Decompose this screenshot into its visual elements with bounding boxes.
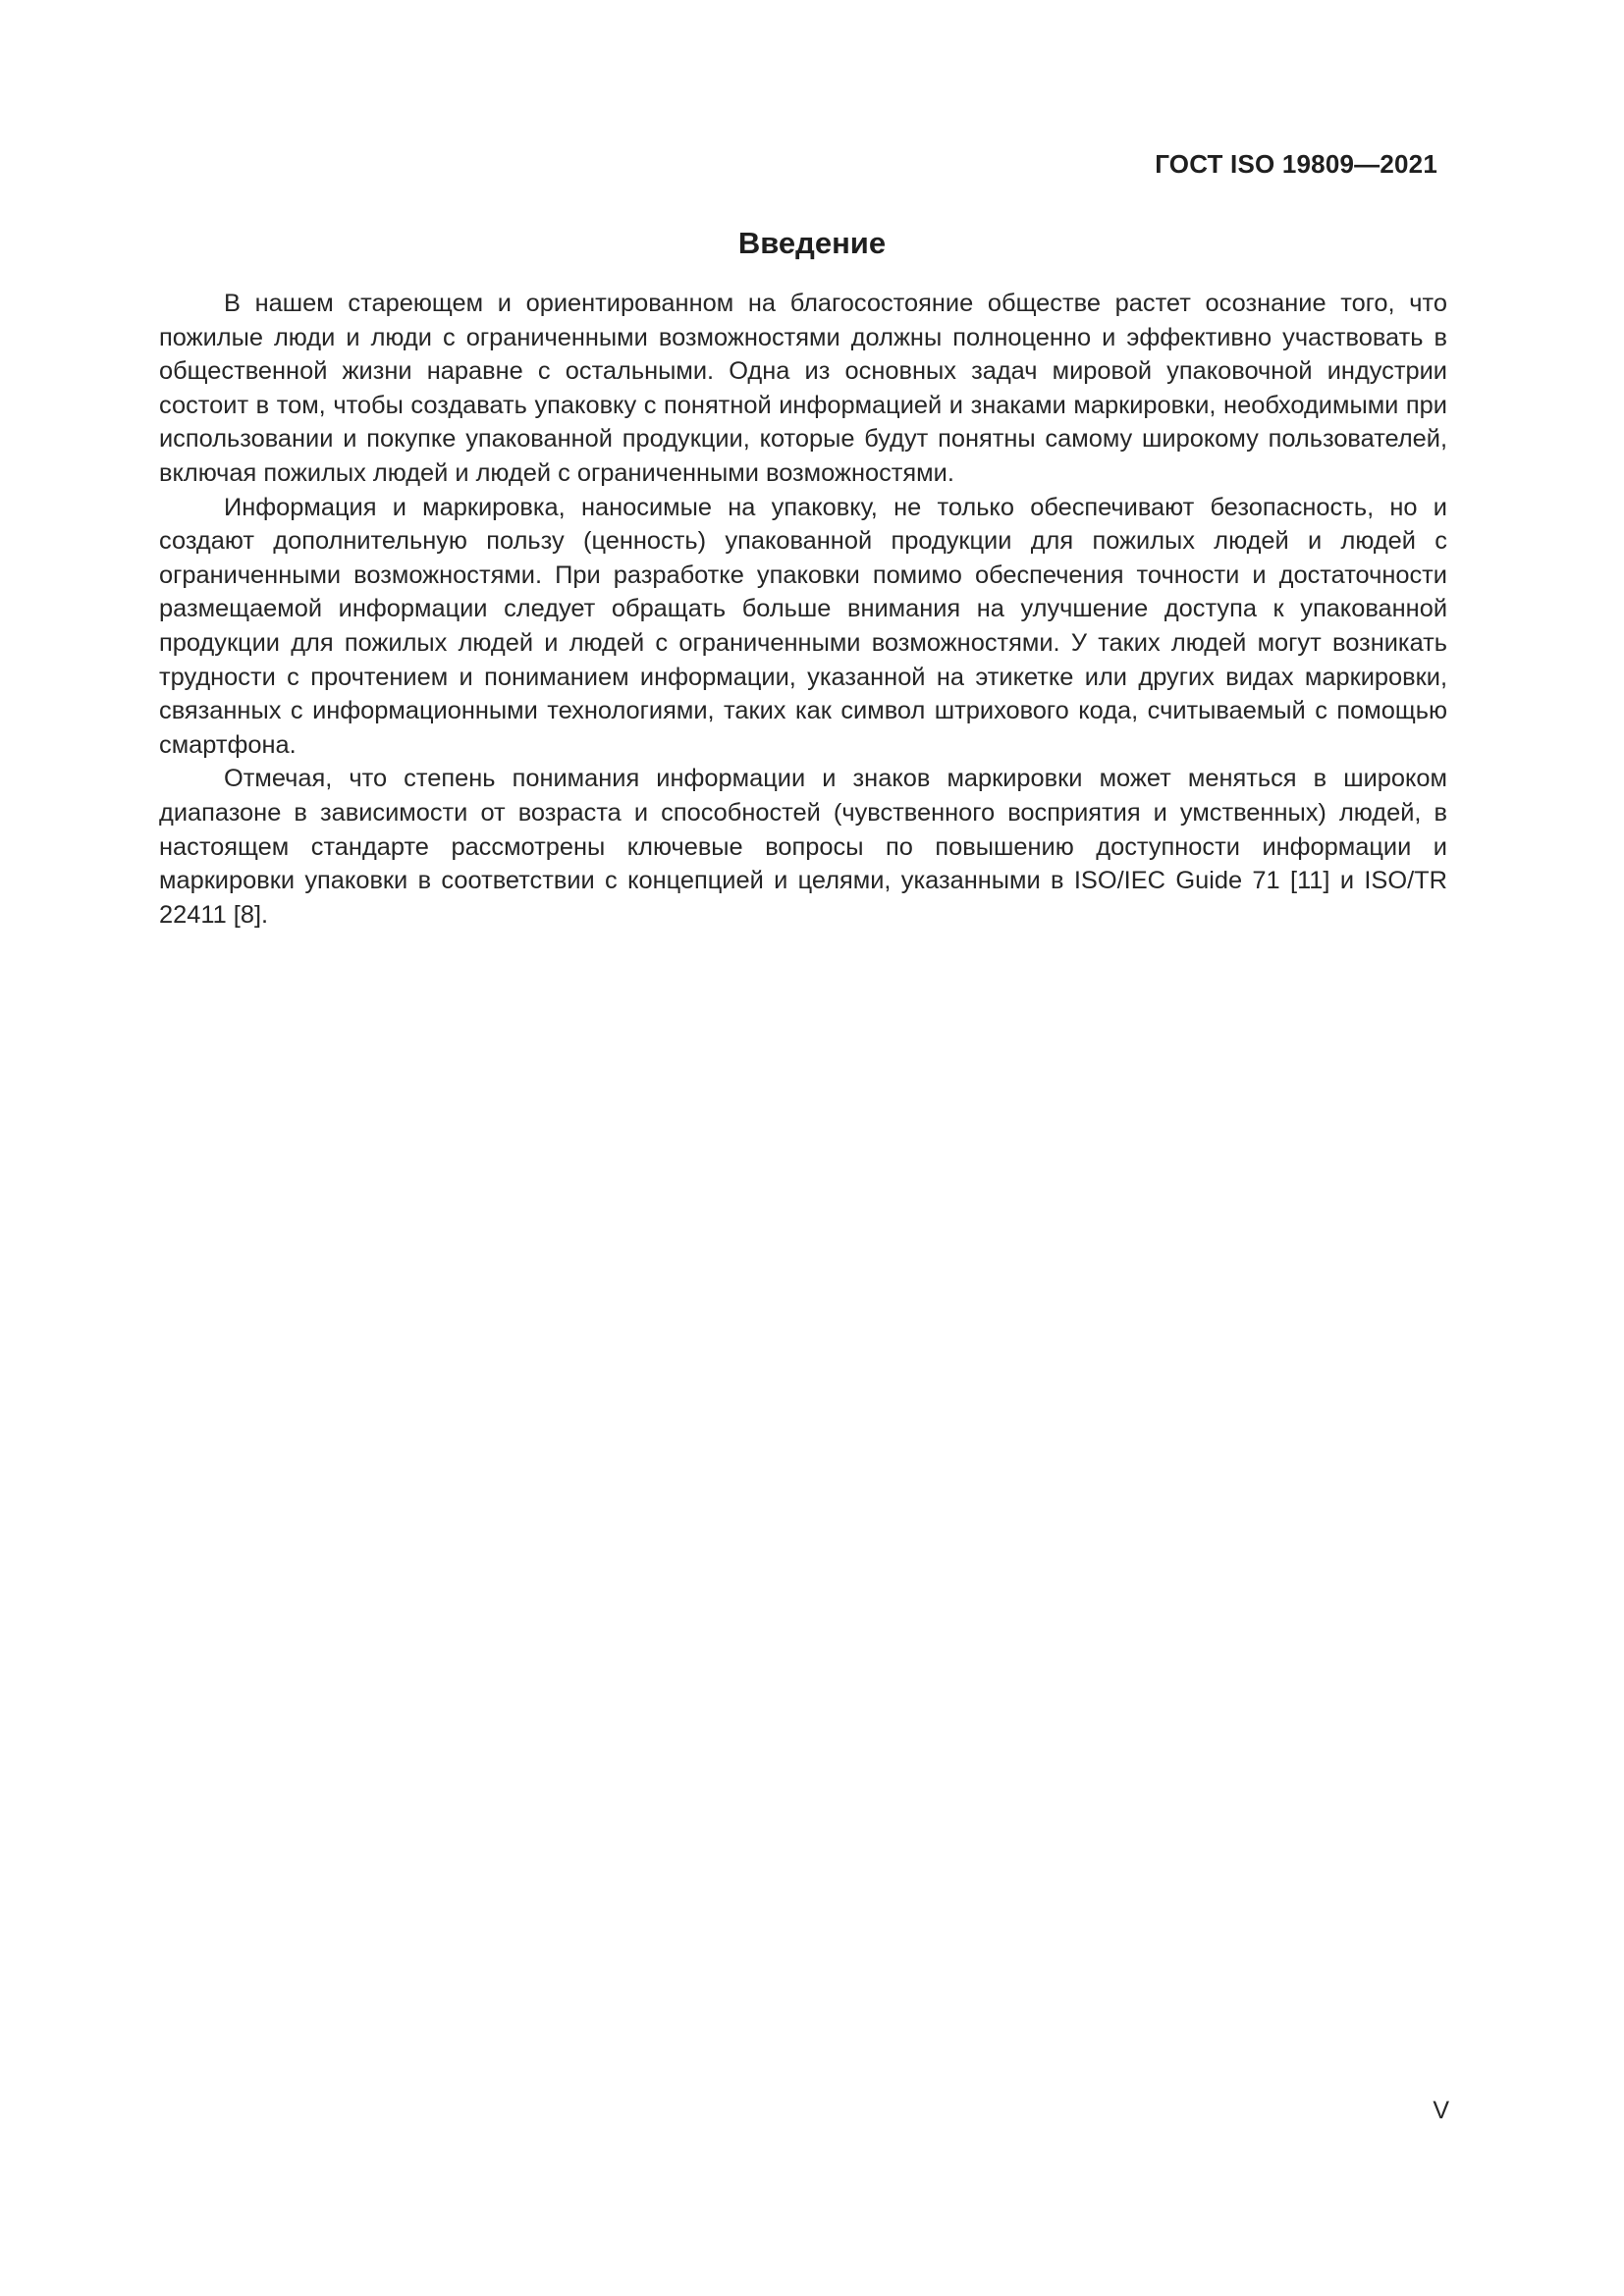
page-number: V xyxy=(1433,2097,1449,2124)
paragraph-3: Отмечая, что степень понимания информации и знаков маркировки может меняться в широком диапазоне в зависимости от возраста и способностей (чувственного восприятия и умственных) людей, в настоящем стандарте рассмотрены ключевые вопросы по повышению доступности информации и маркировки упаковки в соответствии с концепцией и целями, указанными в ISO/IEC Guide 71 [11] и ISO/TR 22411 [8]. xyxy=(159,765,1447,929)
paragraph-1: В нашем стареющем и ориентированном на благосостояние обществе растет осознание того, что пожилые люди и люди с ограниченными возможностями должны полноценно и эффективно участвовать в общественной жизни наравне с остальными. Одна из основных задач мировой упаковочной индустрии состоит в том, чтобы создавать упаковку с понятной информацией и знаками маркировки, необходимыми при использовании и покупке упакованной продукции, которые будут понятны самому широкому пользователей, включая пожилых людей и людей с ограниченными возможностями. xyxy=(159,290,1447,487)
standard-code-header: ГОСТ ISO 19809—2021 xyxy=(1155,149,1437,179)
section-title: Введение xyxy=(737,226,887,260)
body-text xyxy=(159,287,1447,932)
paragraph-2: Информация и маркировка, наносимые на упаковку, не только обеспечивают безопасность, но и создают дополнительную пользу (ценность) упакованной продукции для пожилых людей и людей с ограниченными возможностями. При разработке упаковки помимо обеспечения точности и достаточности размещаемой информации следует обращать больше внимания на улучшение доступа к упакованной продукции для пожилых людей и людей с ограниченными возможностями. У таких людей могут возникать трудности с прочтением и пониманием информации, указанной на этикетке или других видах маркировки, связанных с информационными технологиями, таких как символ штрихового кода, считываемый с помощью смартфона. xyxy=(159,493,1447,759)
